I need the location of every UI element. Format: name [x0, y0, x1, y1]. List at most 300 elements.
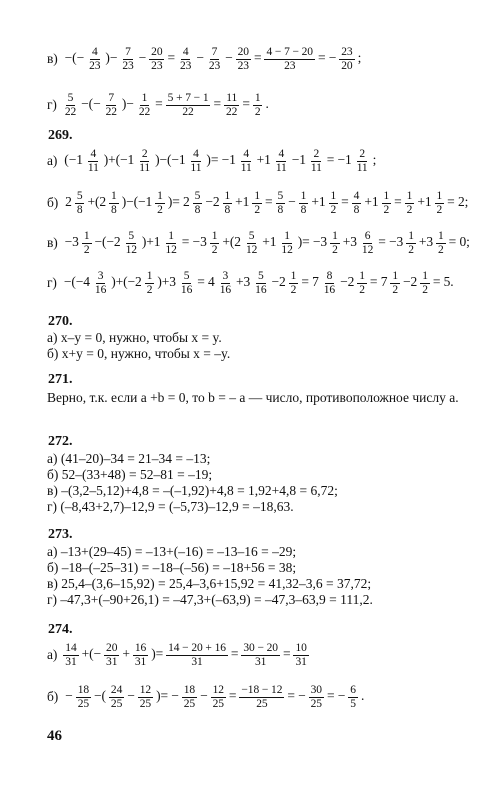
fraction [309, 148, 324, 175]
fraction-numerator: 23 [341, 46, 353, 58]
math-text: = [253, 50, 262, 66]
math-text: ; [372, 152, 377, 168]
math-text: )+1 [141, 234, 161, 250]
math-text: = [230, 646, 239, 662]
fraction-denominator: 31 [191, 655, 203, 668]
fraction [390, 270, 400, 297]
fraction [104, 642, 119, 669]
math-text: )= −1 [206, 152, 236, 168]
fraction-numerator: 4 [90, 148, 97, 160]
exercise-heading: 269. [48, 128, 73, 143]
math-text: +1 [235, 194, 250, 210]
fraction-numerator: 1 [211, 230, 218, 242]
fraction-numerator: 4 [353, 190, 360, 202]
fraction-numerator: 4 [91, 46, 98, 58]
fraction-numerator: 1 [83, 230, 90, 242]
fraction [189, 148, 204, 175]
fraction [339, 46, 354, 73]
fraction-denominator: 31 [255, 655, 267, 668]
fraction-numerator: 20 [106, 642, 118, 654]
math-text: −(−2 [94, 234, 121, 250]
exercise-heading: 271. [48, 372, 73, 387]
math-text: ; [357, 50, 362, 66]
fraction-denominator: 23 [208, 59, 221, 72]
fraction [239, 148, 254, 175]
fraction [348, 684, 358, 711]
ex273-line: а) –13+(29–45) = –13+(–16) = –13–16 = –29; [47, 544, 297, 559]
math-text: +3 [236, 274, 251, 290]
fraction-numerator: 2 [313, 148, 320, 160]
fraction [109, 190, 119, 217]
fraction [76, 684, 91, 711]
fraction [207, 46, 222, 73]
fraction-numerator: 5 + 7 − 1 [167, 92, 209, 104]
fraction-denominator: 2 [392, 283, 399, 296]
math-expression [62, 642, 309, 669]
fraction [355, 148, 370, 175]
fraction [330, 230, 340, 257]
fraction-numerator: 20 [151, 46, 163, 58]
fraction-denominator: 8 [76, 203, 83, 216]
math-text: = [167, 50, 175, 66]
ex271-text: Верно, т.к. если a +b = 0, то b = – a — число, противоположное числу a. [47, 390, 459, 405]
fraction-numerator: 5 [183, 270, 190, 282]
fraction [279, 230, 294, 257]
fraction-numerator: 24 [110, 684, 123, 696]
fraction [166, 642, 228, 669]
fraction-denominator: 16 [219, 283, 231, 296]
fraction [82, 230, 92, 257]
fraction-numerator: 1 [406, 190, 413, 202]
ex274-line-b [47, 684, 472, 711]
exercise-heading: 273. [48, 527, 73, 542]
fraction [137, 92, 152, 119]
ex270-line-a: а) x–y = 0, нужно, чтобы x = y. [47, 330, 222, 345]
item-label: б) [47, 689, 59, 705]
fraction-numerator: 1 [141, 92, 148, 104]
math-text: −(−4 [63, 274, 90, 290]
fraction-denominator: 16 [180, 283, 193, 296]
math-text: − [65, 688, 73, 704]
fraction-numerator: 18 [183, 684, 196, 696]
math-text: = − [287, 688, 306, 704]
math-text: = 5. [432, 274, 454, 290]
fraction [436, 230, 446, 257]
math-text: = 7 [301, 274, 319, 290]
fraction-denominator: 8 [353, 203, 360, 216]
fraction-denominator: 23 [122, 59, 134, 72]
fraction-denominator: 12 [125, 243, 137, 256]
fraction-denominator: 11 [356, 161, 368, 174]
fraction-numerator: 1 [290, 270, 297, 282]
fraction [223, 190, 233, 217]
fraction-denominator: 8 [194, 203, 201, 216]
fraction-numerator: 2 [141, 148, 148, 160]
fraction [124, 230, 139, 257]
math-text: − [196, 50, 204, 66]
math-expression [63, 46, 364, 73]
math-text: −2 [340, 274, 355, 290]
math-expression [63, 684, 366, 711]
exercise-heading: 270. [48, 314, 73, 329]
fraction-denominator: 5 [350, 697, 356, 710]
exercise-heading: 274. [48, 622, 73, 637]
fraction-numerator: 6 [364, 230, 371, 242]
fraction [420, 270, 430, 297]
math-expression [62, 148, 378, 175]
math-text: )+(−1 [103, 152, 135, 168]
item-label: б) [47, 195, 59, 211]
math-text: +3 [418, 234, 434, 250]
fraction-numerator: 8 [326, 270, 333, 282]
fraction [241, 642, 280, 669]
fraction-denominator: 23 [89, 59, 101, 72]
math-text: . [360, 688, 365, 704]
fraction-numerator: 2 [359, 148, 365, 160]
fraction [405, 190, 415, 217]
math-text: −2 [403, 274, 418, 290]
fraction-denominator: 8 [300, 203, 307, 216]
fraction-numerator: 4 [243, 148, 250, 160]
fraction-denominator: 22 [105, 105, 117, 118]
fraction-denominator: 11 [310, 161, 322, 174]
fraction-numerator: 5 [258, 270, 264, 282]
fraction [382, 190, 392, 217]
math-text: = [341, 194, 349, 210]
ex268-line-g [47, 92, 472, 119]
fraction [276, 190, 286, 217]
math-text: )= − [156, 688, 179, 704]
fraction-denominator: 8 [111, 203, 117, 216]
fraction-denominator: 23 [151, 59, 163, 72]
fraction-numerator: 12 [139, 684, 152, 696]
fraction-denominator: 11 [190, 161, 202, 174]
math-text: + [122, 646, 130, 662]
fraction-numerator: 1 [146, 270, 153, 282]
fraction-denominator: 31 [106, 655, 118, 668]
fraction-numerator: 4 − 7 − 20 [266, 46, 313, 58]
math-expression [63, 190, 470, 217]
math-text: )= 2 [167, 194, 190, 210]
fraction-denominator: 16 [255, 283, 267, 296]
math-text: = 0; [448, 234, 470, 250]
fraction [244, 230, 259, 257]
math-text: − [225, 50, 233, 66]
fraction-denominator: 12 [361, 243, 374, 256]
fraction-numerator: 1 [392, 270, 399, 282]
fraction-numerator: 5 [67, 92, 74, 104]
math-text: (−1 [64, 152, 83, 168]
fraction [406, 230, 416, 257]
fraction-numerator: 1 [359, 270, 365, 282]
fraction-denominator: 25 [212, 697, 224, 710]
fraction [264, 46, 314, 73]
fraction [93, 270, 108, 297]
fraction-numerator: 18 [77, 684, 89, 696]
fraction-denominator: 11 [139, 161, 151, 174]
item-label: а) [47, 647, 58, 663]
math-text: +(− [81, 646, 102, 662]
fraction [155, 190, 165, 217]
fraction-numerator: 1 [284, 230, 290, 242]
fraction-numerator: 10 [295, 642, 307, 654]
ex272-line: г) (–8,43+2,7)–12,9 = (–5,73)–12,9 = –18,63. [47, 499, 294, 514]
math-expression [62, 270, 456, 297]
fraction [211, 684, 226, 711]
math-text: 2 [65, 194, 72, 210]
fraction-numerator: 1 [436, 190, 443, 202]
math-text: = [394, 194, 402, 210]
fraction-numerator: 1 [438, 230, 444, 242]
fraction-denominator: 31 [65, 655, 77, 668]
fraction-denominator: 31 [134, 655, 147, 668]
ex273-line: б) –18–(–25–31) = –18–(–56) = –18+56 = 38; [47, 560, 297, 575]
fraction-denominator: 2 [422, 283, 428, 296]
math-text: +1 [256, 152, 271, 168]
math-text: )+3 [157, 274, 176, 290]
fraction [86, 148, 101, 175]
fraction-numerator: −18 − 12 [241, 684, 283, 696]
ex269-line-v [47, 230, 472, 257]
fraction [137, 148, 152, 175]
math-text: −2 [205, 194, 220, 210]
fraction [252, 190, 262, 217]
fraction-denominator: 25 [110, 697, 123, 710]
ex273-line: г) –47,3+(–90+26,1) = –47,3+(–63,9) = –47,3–63,9 = 111,2. [47, 592, 373, 607]
ex270-line-b: б) x+y = 0, нужно, чтобы x = –y. [47, 346, 231, 361]
fraction [218, 270, 233, 297]
fraction-denominator: 25 [310, 697, 322, 710]
ex274-line-a [47, 642, 472, 669]
fraction [329, 190, 339, 217]
math-expression [62, 92, 271, 119]
fraction [145, 270, 155, 297]
fraction-numerator: 1 [408, 230, 414, 242]
fraction-numerator: 1 [383, 190, 390, 202]
fraction-denominator: 2 [211, 243, 218, 256]
fraction [210, 230, 220, 257]
math-text: −(− [81, 96, 101, 112]
fraction-numerator: 3 [97, 270, 104, 282]
math-text: −( [94, 688, 106, 704]
fraction-denominator: 8 [277, 203, 284, 216]
math-text: +1 [262, 234, 277, 250]
fraction-denominator: 2 [332, 243, 338, 256]
fraction-denominator: 12 [281, 243, 293, 256]
fraction-denominator: 12 [165, 243, 177, 256]
math-text: +3 [342, 234, 357, 250]
fraction-numerator: 30 − 20 [243, 642, 278, 654]
ex273-line: в) 25,4–(3,6–15,92) = 25,4–3,6+15,92 = 41,32–3,6 = 37,72; [47, 576, 372, 591]
math-text: = 4 [197, 274, 215, 290]
fraction [309, 684, 324, 711]
math-text: +1 [417, 194, 432, 210]
fraction-denominator: 11 [87, 161, 99, 174]
fraction-numerator: 5 [248, 230, 255, 242]
fraction-denominator: 12 [245, 243, 258, 256]
item-label: в) [47, 51, 58, 67]
fraction-denominator: 2 [406, 203, 413, 216]
page-number: 46 [47, 728, 62, 744]
math-text: −3 [64, 234, 79, 250]
fraction-denominator: 2 [254, 105, 261, 118]
fraction-denominator: 23 [284, 59, 296, 72]
fraction [149, 46, 164, 73]
math-text: +1 [311, 194, 326, 210]
math-text: = [155, 96, 163, 112]
fraction [299, 190, 309, 217]
math-text: −1 [291, 152, 306, 168]
fraction [138, 684, 153, 711]
math-text: )− [105, 50, 118, 66]
fraction [109, 684, 124, 711]
fraction-denominator: 2 [254, 203, 260, 216]
fraction-denominator: 25 [139, 697, 152, 710]
fraction-denominator: 2 [146, 283, 153, 296]
fraction [357, 270, 367, 297]
exercise-heading: 272. [48, 434, 73, 449]
fraction-numerator: 30 [310, 684, 322, 696]
fraction-numerator: 12 [212, 684, 224, 696]
fraction [236, 46, 251, 73]
fraction [253, 92, 263, 119]
fraction [63, 92, 78, 119]
fraction [87, 46, 102, 73]
fraction-numerator: 7 [211, 46, 218, 58]
fraction-numerator: 1 [254, 92, 261, 104]
fraction-denominator: 22 [182, 105, 194, 118]
fraction [274, 148, 289, 175]
math-text: = [213, 96, 221, 112]
ex269-line-g [47, 270, 472, 297]
math-text: = [282, 646, 291, 662]
math-text: = [228, 688, 237, 704]
math-text: )= −3 [297, 234, 328, 250]
fraction-numerator: 6 [350, 684, 356, 696]
math-text: = −1 [326, 152, 352, 168]
item-label: в) [47, 235, 58, 251]
fraction-denominator: 8 [224, 203, 231, 216]
fraction [289, 270, 299, 297]
fraction-numerator: 14 [65, 642, 77, 654]
ex272-line: б) 52–(33+48) = 52–81 = –19; [47, 467, 213, 482]
math-text: = −3 [181, 234, 207, 250]
fraction-denominator: 16 [323, 283, 336, 296]
fraction-denominator: 22 [226, 105, 238, 118]
fraction-numerator: 1 [300, 190, 307, 202]
fraction [352, 190, 362, 217]
fraction-numerator: 14 − 20 + 16 [168, 642, 226, 654]
ex268-line-v [47, 46, 472, 73]
fraction-denominator: 2 [408, 243, 414, 256]
math-text: )−(−1 [155, 152, 186, 168]
fraction-numerator: 7 [108, 92, 115, 104]
math-text: −(− [64, 50, 85, 66]
math-text: +1 [364, 194, 379, 210]
fraction-numerator: 20 [237, 46, 249, 58]
fraction-numerator: 11 [226, 92, 238, 104]
fraction-numerator: 1 [111, 190, 117, 202]
fraction-numerator: 3 [222, 270, 229, 282]
fraction [178, 46, 193, 73]
item-label: г) [47, 97, 57, 113]
fraction-denominator: 22 [64, 105, 77, 118]
fraction-numerator: 7 [125, 46, 131, 58]
fraction [360, 230, 375, 257]
fraction [166, 92, 211, 119]
math-text: − [288, 194, 296, 210]
math-text: +(2 [222, 234, 241, 250]
fraction [435, 190, 445, 217]
fraction-denominator: 2 [359, 283, 365, 296]
ex272-line: а) (41–20)–34 = 21–34 = –13; [47, 451, 211, 466]
ex272-line: в) –(3,2–5,12)+4,8 = –(–1,92)+4,8 = 1,92+4,8 = 6,72; [47, 483, 338, 498]
math-text: = − [317, 50, 337, 66]
ex269-line-b [47, 190, 472, 217]
fraction-denominator: 20 [341, 59, 353, 72]
fraction-denominator: 25 [77, 697, 89, 710]
math-text: )= [151, 646, 164, 662]
fraction [104, 92, 119, 119]
fraction-numerator: 5 [277, 190, 284, 202]
fraction [63, 642, 78, 669]
math-text: )− [121, 96, 134, 112]
math-text: +(2 [87, 194, 107, 210]
fraction-denominator: 2 [290, 283, 297, 296]
math-text: = − [326, 688, 346, 704]
fraction-numerator: 16 [134, 642, 147, 654]
fraction [182, 684, 197, 711]
fraction [253, 270, 268, 297]
fraction [133, 642, 148, 669]
fraction-numerator: 1 [330, 190, 337, 202]
fraction [179, 270, 194, 297]
fraction-numerator: 5 [194, 190, 201, 202]
fraction-denominator: 25 [256, 697, 268, 710]
math-text: = [264, 194, 273, 210]
ex269-line-a [47, 148, 472, 175]
math-text: )+(−2 [111, 274, 142, 290]
fraction [120, 46, 135, 73]
fraction-denominator: 23 [180, 59, 192, 72]
fraction-numerator: 1 [157, 190, 163, 202]
math-text: = −3 [378, 234, 404, 250]
fraction-numerator: 5 [76, 190, 83, 202]
fraction [239, 684, 284, 711]
item-label: а) [47, 153, 58, 169]
fraction [322, 270, 337, 297]
fraction-denominator: 22 [138, 105, 151, 118]
fraction-denominator: 16 [94, 283, 107, 296]
math-text: = 7 [369, 274, 388, 290]
fraction-denominator: 23 [237, 59, 249, 72]
math-text: − [127, 688, 135, 704]
fraction-denominator: 2 [83, 243, 90, 256]
fraction-numerator: 1 [254, 190, 260, 202]
fraction-denominator: 25 [183, 697, 196, 710]
fraction-denominator: 2 [157, 203, 163, 216]
fraction-denominator: 11 [240, 161, 252, 174]
math-text: )−(−1 [121, 194, 153, 210]
fraction-denominator: 2 [438, 243, 444, 256]
math-expression [63, 230, 472, 257]
fraction-numerator: 4 [182, 46, 189, 58]
fraction-numerator: 1 [332, 230, 338, 242]
fraction-numerator: 1 [422, 270, 428, 282]
fraction [163, 230, 178, 257]
math-text: − [138, 50, 147, 66]
fraction-denominator: 2 [383, 203, 390, 216]
